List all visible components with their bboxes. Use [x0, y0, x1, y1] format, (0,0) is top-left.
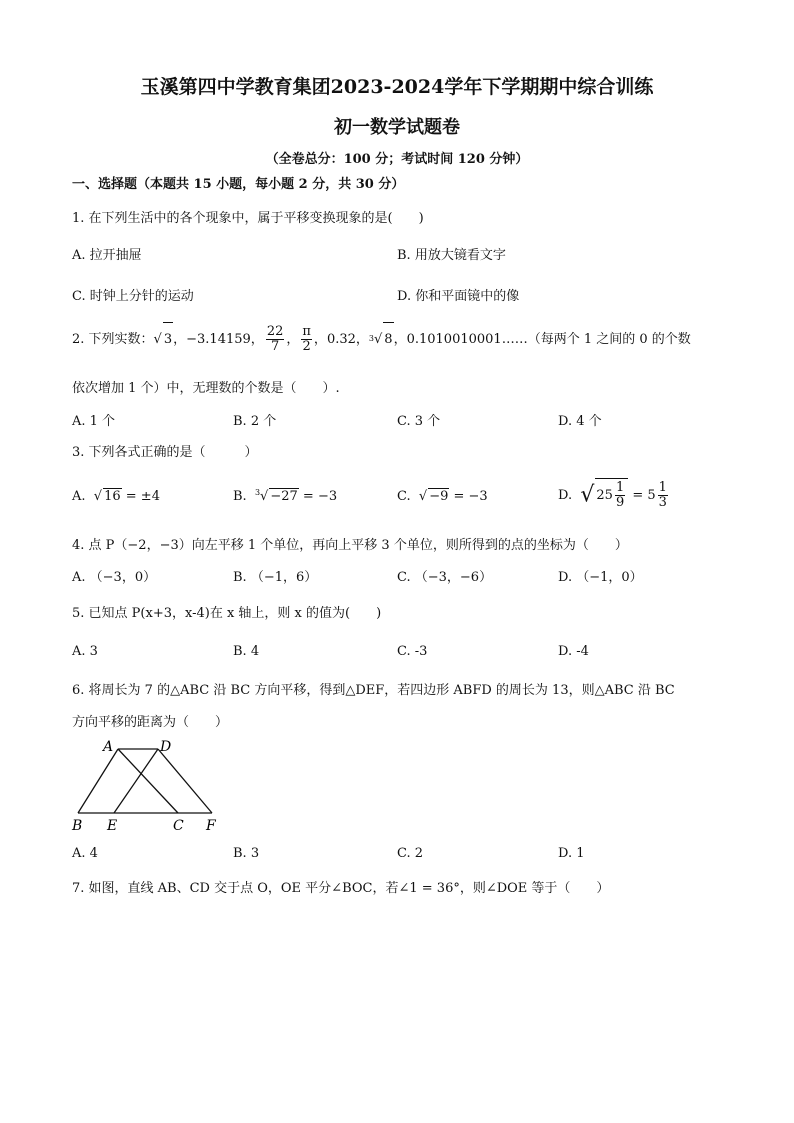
q6-option-b[interactable]: B. 3	[233, 846, 260, 861]
segment-de	[114, 749, 158, 813]
segment-ac	[118, 749, 178, 813]
q2-decimal: 0.1010010001……（每两个 1 之间的 0 的个数	[406, 332, 691, 347]
q1-stem: 1. 在下列生活中的各个现象中，属于平移变换现象的是( )	[72, 211, 424, 226]
q3-b-label: B.	[233, 489, 247, 504]
segment-df	[158, 749, 212, 813]
q3-c-radicand: −9	[429, 489, 449, 504]
q2-line2: 依次增加 1 个）中，无理数的个数是（ ）.	[72, 381, 340, 396]
q2-frac2-den: 2	[302, 339, 311, 354]
q6-line1: 6. 将周长为 7 的△ABC 沿 BC 方向平移，得到△DEF，若四边形 ABFD 的周长为 13，则△ABC 沿 BC	[72, 683, 675, 698]
q3-option-d[interactable]	[558, 478, 670, 513]
q2-frac1-den: 7	[270, 339, 280, 354]
q3-a-radicand: 16	[104, 489, 121, 504]
cube-root-index-icon: 3	[368, 334, 374, 343]
q6-line2: 方向平移的距离为（ ）	[72, 715, 229, 730]
q2-repeat: 0.32	[326, 332, 356, 347]
q2-frac2-num: π	[302, 324, 311, 340]
q7-stem: 7. 如图，直线 AB、CD 交于点 O，OE 平分∠BOC，若∠1 = 36°，则∠DOE 等于（ ）	[72, 881, 610, 896]
label-c: C	[173, 818, 184, 834]
q1-option-c[interactable]: C. 时钟上分针的运动	[72, 289, 194, 304]
q2-option-c[interactable]: C. 3 个	[397, 414, 441, 429]
q2-frac1	[266, 325, 285, 353]
q4-option-c[interactable]: C. （−3，−6）	[397, 570, 493, 585]
segment-ab	[78, 749, 118, 813]
q6-option-d[interactable]: D. 1	[558, 846, 585, 861]
q5-stem: 5. 已知点 P(x+3，x-4)在 x 轴上，则 x 的值为( )	[72, 606, 382, 621]
q3-d-frac	[615, 481, 625, 509]
label-a: A	[103, 739, 114, 755]
q5-option-a[interactable]: A. 3	[72, 644, 98, 659]
q5-option-c[interactable]: C. -3	[397, 644, 428, 659]
q1-option-b[interactable]: B. 用放大镜看文字	[397, 248, 506, 263]
label-f: F	[206, 818, 216, 834]
q3-option-c[interactable]	[397, 488, 488, 504]
q2-prefix: 2. 下列实数：	[72, 332, 154, 347]
q6-option-c[interactable]: C. 2	[397, 846, 424, 861]
q2-frac2	[301, 325, 312, 353]
q3-b-rest: = −3	[298, 489, 338, 504]
cube-root-index-icon: 3	[254, 488, 261, 497]
q4-option-b[interactable]: B. （−1，6）	[233, 570, 318, 585]
q4-stem: 4. 点 P（−2，−3）向左平移 1 个单位，再向上平移 3 个单位，则所得到的点的坐标为（ ）	[72, 538, 628, 553]
sqrt-sign-icon: √	[260, 489, 269, 504]
q3-a-rest: = ±4	[121, 489, 160, 504]
q5-option-b[interactable]: B. 4	[233, 644, 260, 659]
q3-d-num2: 1	[658, 480, 667, 496]
q2-frac1-num: 22	[266, 324, 284, 340]
q2-num2: −3.14159	[186, 332, 251, 347]
q3-b-radicand: −27	[270, 489, 298, 504]
exam-meta: （全卷总分：100 分；考试时间 120 分钟）	[265, 152, 529, 167]
q3-c-label: C.	[397, 489, 411, 504]
q4-option-d[interactable]: D. （−1，0）	[558, 570, 643, 585]
q3-d-whole: 25	[596, 488, 613, 503]
q3-d-label: D.	[558, 488, 573, 503]
q5-option-d[interactable]: D. -4	[558, 644, 589, 659]
exam-title: 玉溪第四中学教育集团2023-2024学年下学期期中综合训练	[140, 76, 654, 98]
sqrt-sign-icon: √	[418, 489, 428, 504]
q3-d-radicand	[595, 478, 628, 513]
q3-a-label: A.	[72, 489, 86, 504]
q4-option-a[interactable]: A. （−3，0）	[72, 570, 157, 585]
sqrt-sign-icon: √	[153, 332, 162, 347]
sqrt-sign-icon: √	[580, 482, 595, 508]
q3-d-eq: = 5	[628, 488, 656, 503]
section-heading: 一、选择题（本题共 15 小题，每小题 2 分，共 30 分）	[72, 177, 405, 192]
q3-d-frac2	[658, 481, 668, 509]
q2-option-d[interactable]: D. 4 个	[558, 414, 602, 429]
label-b: B	[72, 818, 83, 834]
exam-subtitle: 初一数学试题卷	[334, 117, 460, 138]
q2-option-a[interactable]: A. 1 个	[72, 414, 116, 429]
q6-option-a[interactable]: A. 4	[72, 846, 98, 861]
q3-d-den: 9	[615, 495, 625, 510]
q2-option-b[interactable]: B. 2 个	[233, 414, 277, 429]
label-d: D	[160, 739, 172, 755]
q3-c-rest: = −3	[449, 489, 488, 504]
q3-stem: 3. 下列各式正确的是（ ）	[72, 445, 258, 460]
q3-d-den2: 3	[658, 495, 667, 510]
label-e: E	[107, 818, 118, 834]
sqrt-sign-icon: √	[374, 332, 383, 347]
q6-figure	[66, 734, 226, 836]
q3-option-b[interactable]	[233, 488, 337, 504]
q1-option-a[interactable]: A. 拉开抽屉	[72, 248, 142, 263]
sqrt-sign-icon: √	[93, 489, 103, 504]
q3-d-num: 1	[615, 480, 625, 496]
q2-sqrt3: 3	[163, 322, 173, 357]
q1-option-d[interactable]: D. 你和平面镜中的像	[397, 289, 520, 304]
q2-stem: 2. 下列实数：√ 3，−3.14159， $\frac{22}{7}$ ， $\frac{\pi}{2}$ ，0.32，$^3$√ 8，0.1010010001……（每两个 1 之间的 0 的个数	[72, 322, 691, 357]
q3-option-a[interactable]	[72, 488, 160, 504]
q2-cbrt8: 8	[383, 322, 393, 357]
